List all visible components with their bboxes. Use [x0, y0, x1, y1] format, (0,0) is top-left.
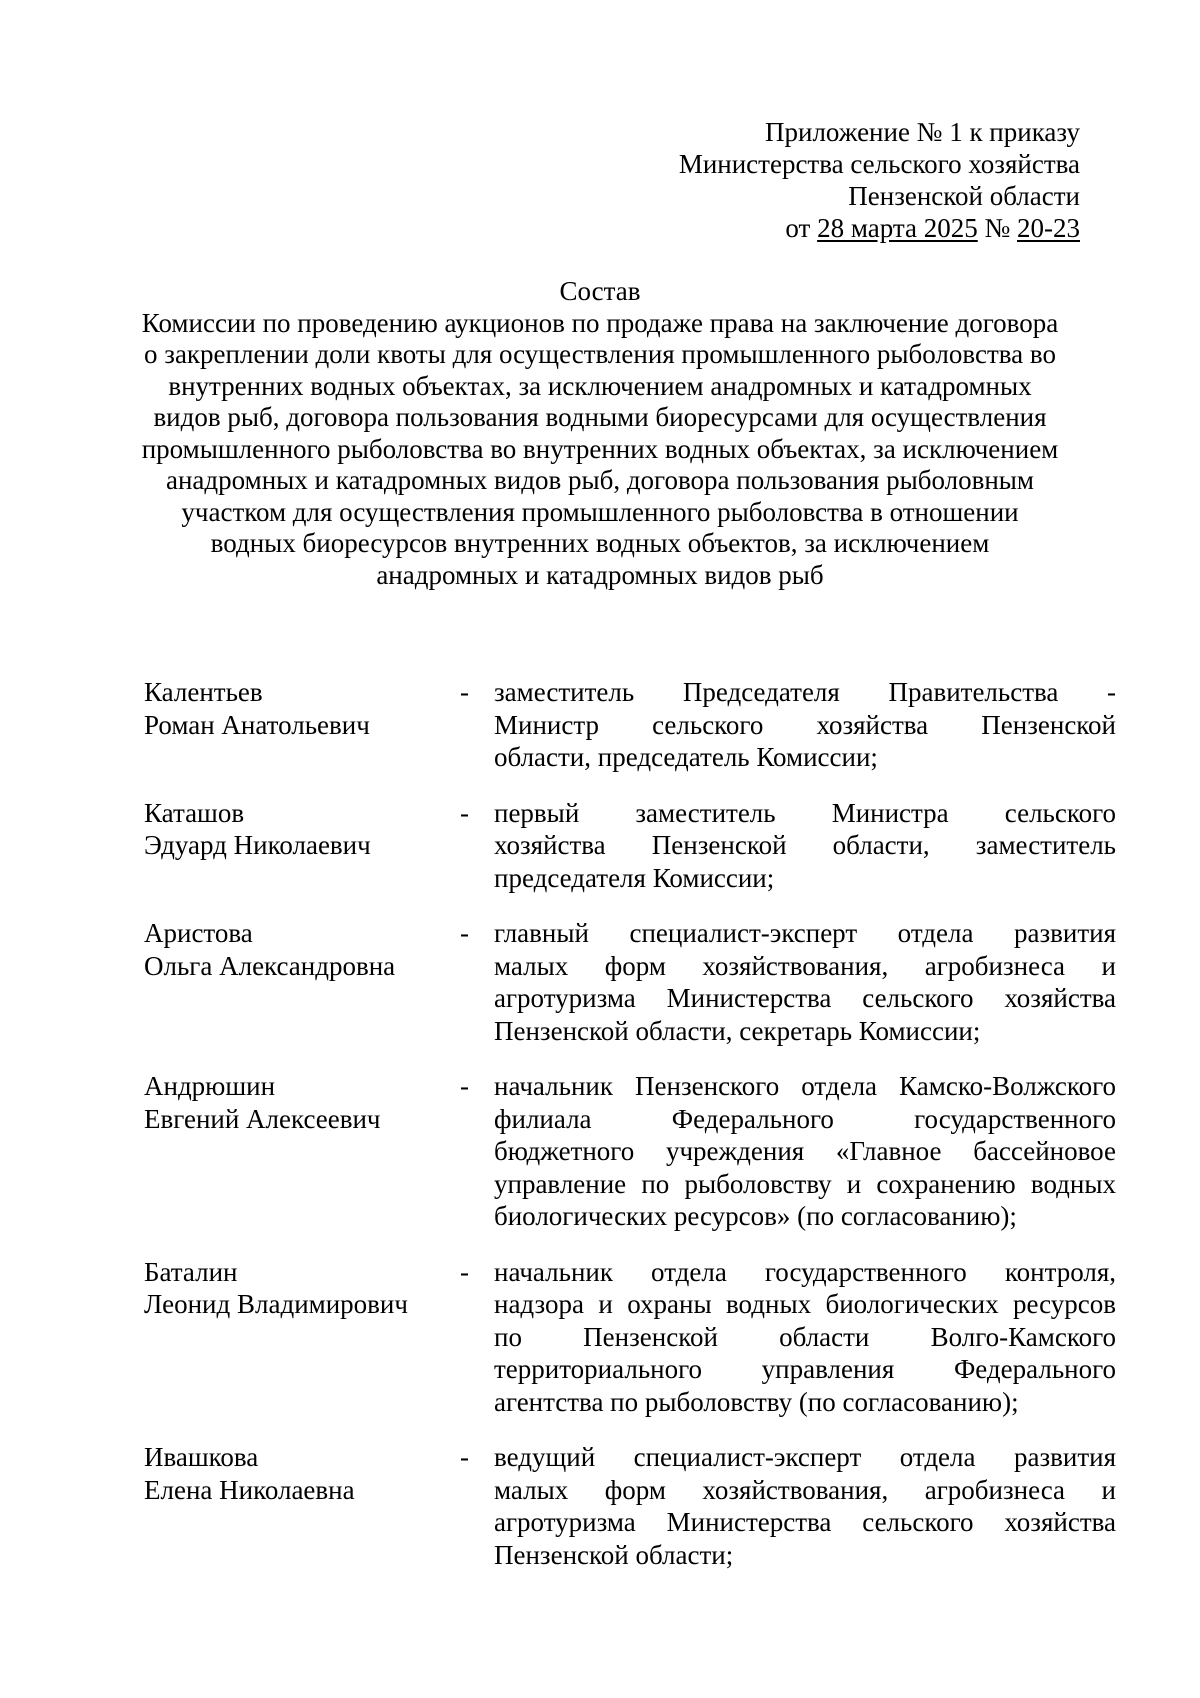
- member-dash: -: [460, 677, 469, 707]
- member-entry: [0, 917, 1200, 1047]
- order-date: 28 марта 2025: [817, 213, 978, 243]
- title-line: внутренних водных объектах, за исключением анадромных и катадромных: [168, 370, 1032, 401]
- header-date-line: [480, 212, 1080, 244]
- member-name: [144, 797, 444, 862]
- member-entry: [0, 797, 1200, 895]
- member-surname: Аристова: [144, 918, 253, 948]
- position-line: агротуризма Министерства сельского хозяйства: [494, 983, 1116, 1013]
- member-dash: -: [460, 1442, 469, 1472]
- member-entry: [0, 676, 1200, 774]
- position-line: Министр сельского хозяйства Пензенской: [494, 709, 1116, 740]
- member-name: [144, 1070, 444, 1135]
- position-line: агротуризма Министерства сельского хозяйства: [494, 1507, 1116, 1537]
- member-name: [144, 1441, 444, 1506]
- position-line: Пензенской области;: [494, 1539, 734, 1570]
- title-line: о закреплении доли квоты для осуществления промышленного рыболовства во: [144, 339, 1056, 369]
- position-line: филиала Федерального государственного: [494, 1103, 1116, 1134]
- position-line: территориального управления Федерального: [494, 1354, 1116, 1384]
- title-line: видов рыб, договора пользования водными биоресурсами для осуществления: [153, 402, 1047, 432]
- title-line: анадромных и катадромных видов рыб: [376, 559, 824, 590]
- member-given-names: Леонид Владимирович: [144, 1289, 408, 1319]
- member-given-names: Эдуард Николаевич: [144, 830, 371, 860]
- number-prefix: №: [977, 213, 1017, 243]
- document-title: [120, 276, 1080, 591]
- position-line: председателя Комиссии;: [494, 862, 775, 893]
- member-surname: Баталин: [144, 1256, 238, 1287]
- member-surname: Андрюшин: [144, 1071, 276, 1101]
- title-heading: Состав: [559, 276, 641, 306]
- member-dash: -: [460, 1256, 469, 1287]
- member-entry: [0, 1070, 1200, 1233]
- header-line-1: Приложение № 1 к приказу: [765, 117, 1080, 147]
- member-surname: Ивашкова: [144, 1442, 259, 1472]
- member-name: [144, 676, 444, 741]
- date-prefix: от: [785, 213, 818, 243]
- position-line: ведущий специалист-эксперт отдела развития: [494, 1442, 1116, 1472]
- member-dash: -: [460, 918, 469, 948]
- position-line: малых форм хозяйствования, агробизнеса и: [494, 1474, 1116, 1505]
- position-line: заместитель Председателя Правительства -: [494, 677, 1116, 707]
- member-name: [144, 917, 444, 982]
- order-number: 20-23: [1017, 213, 1080, 243]
- member-name: [144, 1256, 444, 1321]
- position-line: первый заместитель Министра сельского: [494, 797, 1116, 828]
- member-entry: [0, 1256, 1200, 1419]
- member-surname: Каташов: [144, 797, 245, 828]
- title-line: водных биоресурсов внутренних водных объектов, за исключением: [210, 528, 990, 558]
- position-line: Пензенской области, секретарь Комиссии;: [494, 1015, 981, 1046]
- member-position: [494, 1070, 1116, 1233]
- member-position: [494, 1441, 1116, 1571]
- member-position: [494, 917, 1116, 1047]
- position-line: хозяйства Пензенской области, заместитель: [494, 830, 1116, 860]
- member-given-names: Евгений Алексеевич: [144, 1103, 381, 1134]
- member-dash: -: [460, 797, 469, 828]
- header-line-2: Министерства сельского хозяйства: [678, 149, 1080, 179]
- position-line: бюджетного учреждения «Главное бассейновое: [494, 1136, 1116, 1166]
- position-line: начальник Пензенского отдела Камско-Волжского: [494, 1071, 1116, 1101]
- member-position: [494, 1256, 1116, 1419]
- member-position: [494, 676, 1116, 774]
- position-line: главный специалист-эксперт отдела развития: [494, 918, 1116, 948]
- member-dash: -: [460, 1071, 469, 1101]
- position-line: надзора и охраны водных биологических ресурсов: [494, 1289, 1116, 1319]
- member-given-names: Роман Анатольевич: [144, 709, 370, 740]
- title-line: промышленного рыболовства во внутренних водных объектах, за исключением: [141, 433, 1059, 464]
- position-line: по Пензенской области Волго-Камского: [494, 1321, 1116, 1352]
- position-line: управление по рыболовству и сохранению водных: [494, 1168, 1116, 1199]
- title-line: Комиссии по проведению аукционов по продаже права на заключение договора: [141, 307, 1059, 338]
- position-line: биологических ресурсов» (по согласованию);: [494, 1201, 1017, 1231]
- position-line: начальник отдела государственного контроля,: [494, 1256, 1116, 1287]
- position-line: агентства по рыболовству (по согласованию);: [494, 1386, 1019, 1417]
- position-line: малых форм хозяйствования, агробизнеса и: [494, 950, 1116, 981]
- member-given-names: Елена Николаевна: [144, 1474, 355, 1505]
- appendix-header: [480, 116, 1080, 244]
- members-list: [0, 676, 1200, 1571]
- title-line: участком для осуществления промышленного рыболовства в отношении: [181, 496, 1019, 527]
- position-line: области, председатель Комиссии;: [494, 742, 878, 772]
- member-surname: Калентьев: [144, 677, 263, 707]
- title-line: анадромных и катадромных видов рыб, договора пользования рыболовным: [165, 465, 1035, 495]
- member-position: [494, 797, 1116, 895]
- header-line-3: Пензенской области: [848, 181, 1080, 211]
- member-given-names: Ольга Александровна: [144, 950, 396, 981]
- member-entry: [0, 1441, 1200, 1571]
